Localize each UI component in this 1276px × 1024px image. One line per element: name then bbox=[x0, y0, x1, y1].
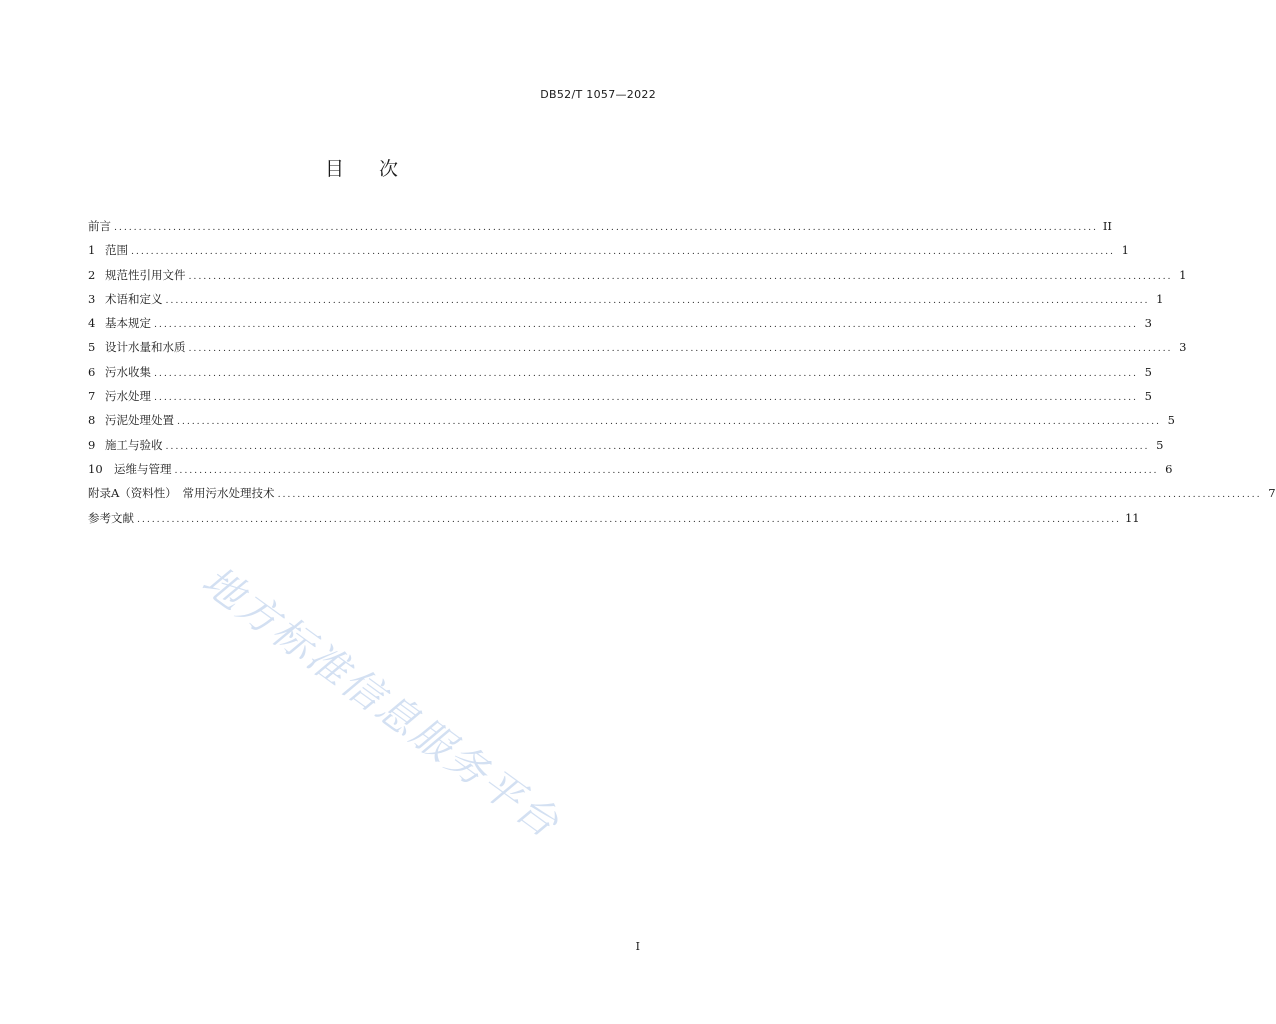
toc-dot-leader: ........................................................................................................................................................................................................ bbox=[165, 440, 1150, 452]
toc-entry[interactable] bbox=[88, 218, 1112, 242]
toc-entry-text: 污水处理 bbox=[105, 389, 151, 404]
toc-dot-leader: ........................................................................................................................................................................................................ bbox=[137, 513, 1121, 525]
toc-entry[interactable] bbox=[88, 461, 1173, 485]
toc-entry-number: 8 bbox=[88, 413, 96, 428]
toc-entry-number: 10 bbox=[88, 461, 103, 476]
toc-entry-label bbox=[88, 339, 189, 355]
toc-entry[interactable] bbox=[88, 267, 1187, 291]
toc-entry-number: 1 bbox=[88, 243, 96, 258]
toc-entry-page: 7 bbox=[1268, 486, 1276, 501]
toc-entry-text: 术语和定义 bbox=[105, 291, 163, 306]
page-number: I bbox=[635, 940, 640, 953]
toc-entry-page: 1 bbox=[1179, 267, 1187, 282]
toc-entry-text: 施工与验收 bbox=[105, 437, 163, 452]
toc-entry-page: 11 bbox=[1124, 510, 1140, 525]
toc-entry-page: II bbox=[1102, 219, 1112, 233]
watermark: 地方标准信息服务平台 bbox=[193, 557, 569, 848]
toc-entry[interactable] bbox=[88, 242, 1129, 266]
toc-entry-label bbox=[88, 412, 177, 428]
toc-entry-page: 1 bbox=[1156, 291, 1164, 306]
toc-entry-number: 3 bbox=[88, 291, 96, 306]
toc-entry[interactable] bbox=[88, 339, 1187, 363]
toc-dot-leader: ........................................................................................................................................................................................................ bbox=[165, 294, 1150, 306]
page-title bbox=[0, 154, 724, 181]
toc-dot-leader: ........................................................................................................................................................................................................ bbox=[154, 319, 1138, 331]
toc-entry[interactable] bbox=[88, 364, 1152, 388]
toc-entry-text: 污水收集 bbox=[105, 364, 151, 379]
toc-entry-page: 3 bbox=[1144, 316, 1152, 331]
toc-dot-leader: ........................................................................................................................................................................................................ bbox=[154, 392, 1138, 404]
toc-entry-text: 前言 bbox=[88, 219, 111, 233]
toc-entry-label bbox=[88, 510, 137, 526]
title-char-1: 目 bbox=[324, 158, 345, 180]
toc-entry-label bbox=[88, 291, 166, 307]
toc-dot-leader: ........................................................................................................................................................................................................ bbox=[154, 367, 1138, 379]
toc-entry[interactable] bbox=[88, 315, 1152, 339]
toc-dot-leader: ........................................................................................................................................................................................................ bbox=[174, 464, 1159, 476]
toc-entry-label bbox=[88, 388, 154, 404]
toc-entry-text: 规范性引用文件 bbox=[105, 267, 186, 282]
toc-dot-leader: ........................................................................................................................................................................................................ bbox=[131, 246, 1115, 258]
title-char-2: 次 bbox=[379, 158, 400, 180]
toc-entry-text: 基本规定 bbox=[105, 316, 151, 331]
toc-entry-number: 4 bbox=[88, 316, 96, 331]
toc-entry-page: 5 bbox=[1167, 413, 1175, 428]
toc-entry-text: 设计水量和水质 bbox=[105, 340, 186, 355]
toc-entry-label bbox=[88, 242, 131, 258]
toc-entry[interactable] bbox=[88, 412, 1175, 436]
toc-entry[interactable] bbox=[88, 510, 1140, 534]
toc-entry-label bbox=[88, 218, 114, 234]
toc-entry-number: 2 bbox=[88, 267, 96, 282]
toc-entry-text: 附录A（资料性） 常用污水处理技术 bbox=[88, 486, 275, 501]
toc-entry-page: 5 bbox=[1144, 364, 1152, 379]
toc-entry-page: 5 bbox=[1156, 437, 1164, 452]
toc-entry-text: 范围 bbox=[105, 243, 128, 258]
toc-entry-page: 5 bbox=[1144, 389, 1152, 404]
toc-entry-page: 6 bbox=[1165, 461, 1173, 476]
toc-entry-number: 9 bbox=[88, 437, 96, 452]
toc-entry-label bbox=[88, 437, 166, 453]
toc-entry-text: 运维与管理 bbox=[114, 461, 172, 476]
toc-entry-page: 1 bbox=[1121, 243, 1129, 258]
toc-entry[interactable] bbox=[88, 291, 1164, 315]
toc-entry-text: 参考文献 bbox=[88, 510, 134, 525]
toc-dot-leader: ........................................................................................................................................................................................................ bbox=[188, 343, 1173, 355]
toc-entry-label bbox=[88, 461, 175, 477]
toc-dot-leader: ........................................................................................................................................................................................................ bbox=[177, 416, 1161, 428]
table-of-contents bbox=[88, 218, 1276, 534]
toc-entry-label bbox=[88, 364, 154, 380]
toc-entry-label bbox=[88, 267, 189, 283]
toc-entry-label bbox=[88, 485, 278, 501]
toc-entry-number: 5 bbox=[88, 340, 96, 355]
toc-entry-number: 7 bbox=[88, 389, 96, 404]
toc-entry[interactable] bbox=[88, 485, 1276, 509]
toc-dot-leader: ........................................................................................................................................................................................................ bbox=[114, 222, 1098, 233]
toc-entry[interactable] bbox=[88, 437, 1164, 461]
toc-entry-page: 3 bbox=[1179, 340, 1187, 355]
toc-entry-number: 6 bbox=[88, 364, 96, 379]
toc-dot-leader: ........................................................................................................................................................................................................ bbox=[277, 489, 1262, 501]
toc-entry-label bbox=[88, 315, 154, 331]
toc-entry-text: 污泥处理处置 bbox=[105, 413, 174, 428]
document-code: DB52/T 1057—2022 bbox=[540, 88, 656, 101]
toc-entry[interactable] bbox=[88, 388, 1152, 412]
toc-dot-leader: ........................................................................................................................................................................................................ bbox=[188, 270, 1173, 282]
